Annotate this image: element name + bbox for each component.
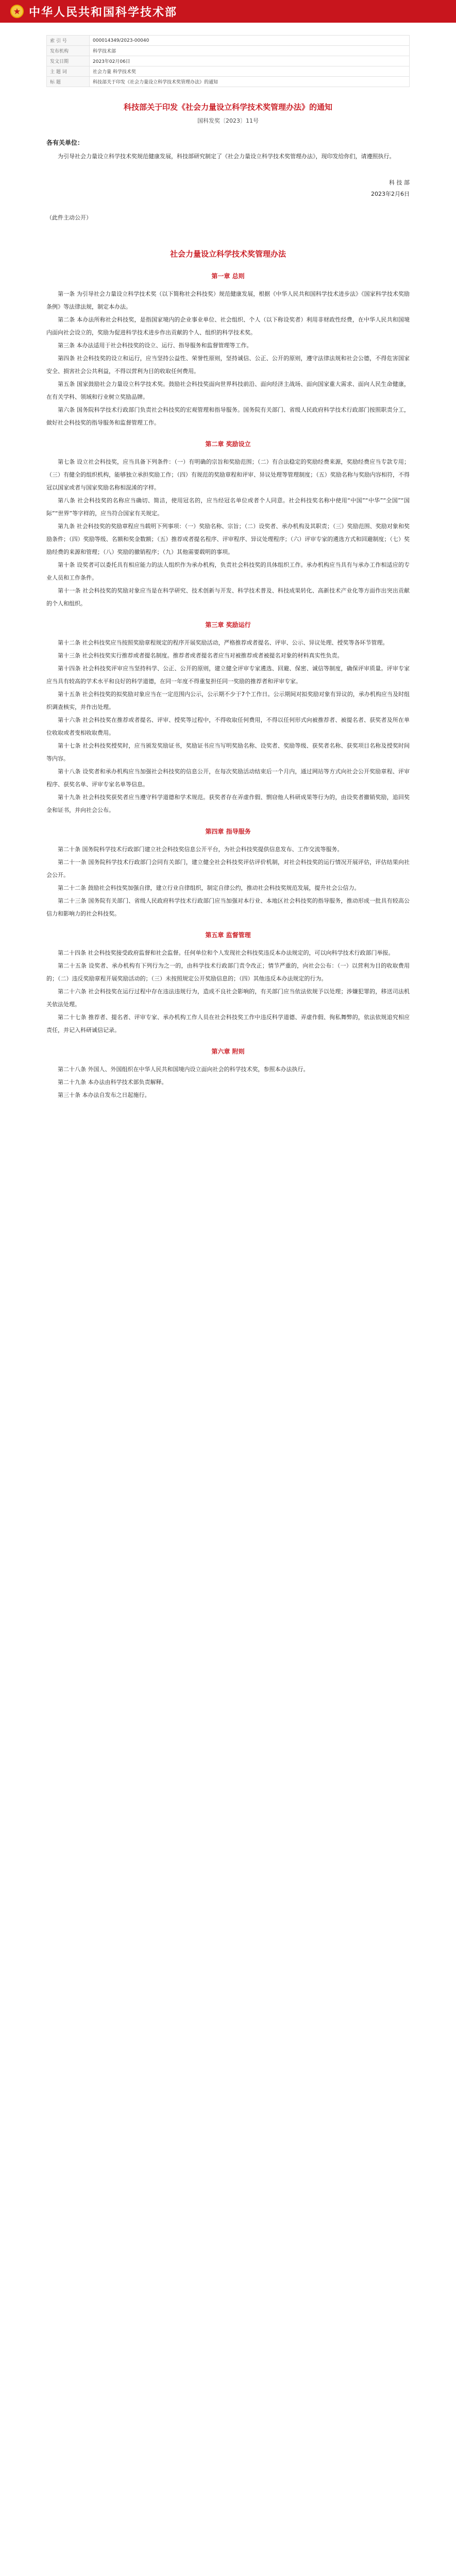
signing-date: 2023年2月6日: [371, 191, 410, 197]
article-paragraph: 第十五条 社会科技奖的拟奖励对象应当在一定范围内公示，公示期不少于7个工作日。公示期间对拟奖励对象有异议的，承办机构应当及时组织调查核实，并作出处理。: [46, 691, 410, 710]
meta-value: 科学技术部: [90, 46, 410, 56]
main-content: [46, 23, 410, 1122]
footer-spacer: [46, 1101, 410, 1122]
regulation-body: [46, 272, 410, 1101]
meta-row: [47, 36, 410, 46]
article-paragraph: 第七条 设立社会科技奖，应当具备下列条件：（一）有明确的宗旨和奖励范围；（二）有合法稳定的奖励经费来源，奖励经费应当专款专用；（三）有健全的组织机构，能够独立承担奖励工作；（四）有规范的奖励章程和评审、异议处理等管理制度；（五）奖励名称与奖励内容相符，不得冠以国家或者与国家奖励名称相混淆的字样。: [46, 459, 410, 491]
article-paragraph: 第二十五条 设奖者、承办机构有下列行为之一的，由科学技术行政部门责令改正；情节严重的，向社会公布：（一）以营利为目的收取费用的；（二）违反奖励章程开展奖励活动的；（三）未按照规定公开奖励信息的；（四）其他违反本办法规定的行为。: [46, 962, 410, 982]
article-paragraph: 第九条 社会科技奖的奖励章程应当载明下列事项：（一）奖励名称、宗旨；（二）设奖者、承办机构及其职责；（三）奖励范围、奖励对象和奖励条件；（四）奖励等级、名额和奖金数额；（五）推荐或者提名程序、评审程序、异议处理程序；（六）评审专家的遴选方式和回避制度；（七）奖励经费的来源和管理；（八）奖励的撤销程序；（九）其他需要载明的事项。: [46, 523, 410, 555]
article-paragraph: 第六条 国务院科学技术行政部门负责社会科技奖的宏观管理和指导服务。国务院有关部门、省级人民政府科学技术行政部门按照职责分工，做好社会科技奖的指导服务和监督管理工作。: [46, 406, 410, 426]
meta-value: 社会力量 科学技术奖: [90, 66, 410, 77]
meta-row: [47, 56, 410, 66]
article-paragraph: 第二十四条 社会科技奖接受政府监督和社会监督。任何单位和个人发现社会科技奖违反本办法规定的，可以向科学技术行政部门举报。: [58, 950, 394, 956]
article-paragraph: 第三十条 本办法自发布之日起施行。: [58, 1092, 150, 1098]
meta-key: 主 题 词: [47, 66, 90, 77]
signature-block: [46, 177, 410, 200]
meta-key: 标 题: [47, 77, 90, 87]
article-paragraph: 第二十八条 外国人、外国组织在中华人民共和国境内设立面向社会的科学技术奖，参照本办法执行。: [58, 1066, 309, 1073]
article-paragraph: 第二十三条 国务院有关部门、省级人民政府科学技术行政部门应当加强对本行业、本地区社会科技奖的指导服务，推动形成一批具有较高公信力和影响力的社会科技奖。: [46, 897, 410, 917]
article-paragraph: 第十九条 社会科技奖获奖者应当遵守科学道德和学术规范。获奖者存在弄虚作假、剽窃他人科研成果等行为的，由设奖者撤销奖励，追回奖金和证书，并向社会公布。: [46, 794, 410, 814]
chapter-heading: 第六章 附则: [211, 1048, 245, 1055]
national-emblem-icon: [10, 5, 24, 18]
article-paragraph: 第二条 本办法所称社会科技奖，是指国家境内的企业事业单位、社会组织、个人（以下称设奖者）利用非财政性经费，在中华人民共和国境内面向社会设立的，奖励为促进科学技术进步作出贡献的个人、组织的科学技术奖。: [46, 316, 410, 336]
article-paragraph: 第四条 社会科技奖的设立和运行，应当坚持公益性、荣誉性原则，坚持诚信、公正、公开的原则，遵守法律法规和社会公德，不得危害国家安全、损害社会公共利益，不得以营利为目的收取任何费用。: [46, 355, 410, 375]
site-header: [0, 0, 456, 23]
signing-organization: 科 技 部: [389, 179, 410, 186]
meta-value: 科技部关于印发《社会力量设立科学技术奖管理办法》的通知: [90, 77, 410, 87]
article-paragraph: 第二十七条 推荐者、提名者、评审专家、承办机构工作人员在社会科技奖工作中违反科学道德、弄虚作假、徇私舞弊的，依法依规追究相应责任，并记入科研诚信记录。: [46, 1014, 410, 1033]
salutation: 各有关单位：: [46, 139, 84, 146]
chapter-heading: 第四章 指导服务: [205, 828, 251, 835]
article-paragraph: 第十八条 设奖者和承办机构应当加强社会科技奖的信息公开，在每次奖励活动结束后一个月内，通过网站等方式向社会公开奖励章程、评审程序、获奖名单、评审专家名单等信息。: [46, 768, 410, 788]
meta-row: [47, 46, 410, 56]
article-paragraph: 第十一条 社会科技奖的奖励对象应当是在科学研究、技术创新与开发、科学技术普及、科技成果转化、高新技术产业化等方面作出突出贡献的个人和组织。: [46, 587, 410, 607]
notice-title: 科技部关于印发《社会力量设立科学技术奖管理办法》的通知: [123, 103, 332, 112]
chapter-heading: 第三章 奖励运行: [205, 621, 251, 629]
article-paragraph: 第十六条 社会科技奖在推荐或者提名、评审、授奖等过程中，不得收取任何费用，不得以任何形式向被推荐者、被提名者、获奖者及所在单位收取或者变相收取费用。: [46, 717, 410, 736]
meta-value: 000014349/2023-00040: [90, 36, 410, 46]
meta-row: [47, 77, 410, 87]
article-paragraph: 第八条 社会科技奖的名称应当确切、简洁，使用冠名的，应当经冠名单位或者个人同意。社会科技奖名称中使用“中国”“中华”“全国”“国际”“世界”等字样的，应当符合国家有关规定。: [46, 497, 410, 517]
meta-key: 索 引 号: [47, 36, 90, 46]
article-paragraph: 第五条 国家鼓励社会力量设立科学技术奖。鼓励社会科技奖面向世界科技前沿、面向经济主战场、面向国家重大需求、面向人民生命健康，在有关学科、领域和行业树立奖励品牌。: [46, 381, 410, 400]
meta-row: [47, 66, 410, 77]
disclosure-note: （此件主动公开）: [46, 214, 92, 221]
article-paragraph: 第二十六条 社会科技奖在运行过程中存在违法违规行为，造成不良社会影响的，有关部门应当依法依规予以处理；涉嫌犯罪的，移送司法机关依法处理。: [46, 988, 410, 1008]
article-paragraph: 第十条 设奖者可以委托具有相应能力的法人组织作为承办机构，负责社会科技奖的具体组织工作。承办机构应当具有与承办工作相适应的专业人员和工作条件。: [46, 562, 410, 581]
article-paragraph: 第二十条 国务院科学技术行政部门建立社会科技奖信息公开平台，为社会科技奖提供信息发布、工作交流等服务。: [58, 846, 343, 853]
article-paragraph: 第十三条 社会科技奖实行推荐或者提名制度。推荐者或者提名者应当对被推荐或者被提名对象的材料真实性负责。: [58, 652, 343, 659]
meta-key: 发文日期: [47, 56, 90, 66]
article-paragraph: 第二十一条 国务院科学技术行政部门会同有关部门，建立健全社会科技奖评估评价机制，对社会科技奖的运行情况开展评估，评估结果向社会公开。: [46, 859, 410, 878]
site-title[interactable]: 中华人民共和国科学技术部: [29, 6, 178, 19]
document-number: 国科发奖〔2023〕11号: [197, 117, 259, 124]
regulation-title: 社会力量设立科学技术奖管理办法: [170, 249, 286, 259]
article-paragraph: 第二十二条 鼓励社会科技奖加强自律，建立行业自律组织，制定自律公约，推动社会科技奖规范发展，提升社会公信力。: [58, 885, 360, 891]
article-paragraph: 第一条 为引导社会力量设立科学技术奖（以下简称社会科技奖）规范健康发展，根据《中华人民共和国科学技术进步法》《国家科学技术奖励条例》等法律法规，制定本办法。: [46, 291, 410, 310]
meta-key: 发布机构: [47, 46, 90, 56]
chapter-heading: 第一章 总则: [211, 273, 245, 280]
meta-value: 2023年02月06日: [90, 56, 410, 66]
notice-body: 为引导社会力量设立科学技术奖规范健康发展，科技部研究制定了《社会力量设立科学技术奖管理办法》，现印发给你们，请遵照执行。: [58, 153, 395, 160]
article-paragraph: 第十四条 社会科技奖评审应当坚持科学、公正、公开的原则，建立健全评审专家遴选、回避、保密、诚信等制度，确保评审质量。评审专家应当具有较高的学术水平和良好的科学道德，在同一年度不得重复担任同一奖励的推荐者和评审专家。: [46, 665, 410, 685]
document-meta-table: [46, 35, 410, 87]
chapter-heading: 第二章 奖励设立: [205, 440, 251, 448]
chapter-heading: 第五章 监督管理: [205, 931, 251, 939]
article-paragraph: 第二十九条 本办法由科学技术部负责解释。: [58, 1079, 167, 1086]
article-paragraph: 第三条 本办法适用于社会科技奖的设立、运行、指导服务和监督管理等工作。: [58, 342, 252, 349]
article-paragraph: 第十二条 社会科技奖应当按照奖励章程规定的程序开展奖励活动，严格推荐或者提名、评审、公示、异议处理、授奖等各环节管理。: [58, 639, 389, 646]
article-paragraph: 第十七条 社会科技奖授奖时，应当颁发奖励证书，奖励证书应当写明奖励名称、设奖者、奖励等级、获奖者名称、获奖项目名称及授奖时间等内容。: [46, 742, 410, 762]
